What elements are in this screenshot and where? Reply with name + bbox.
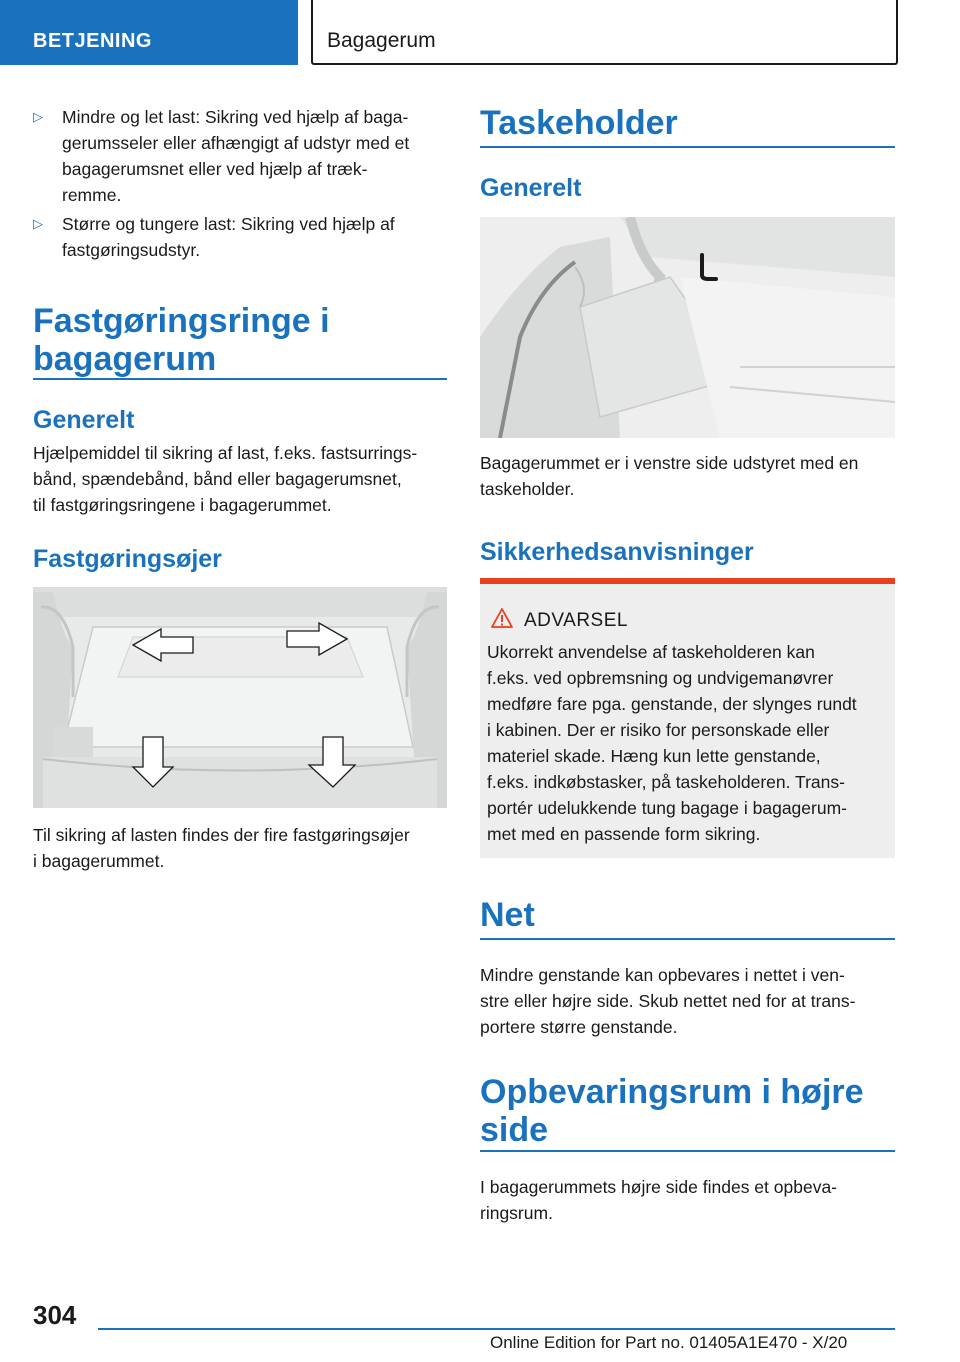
bullet-line: Større og tungere last: Sikring ved hjælp af (62, 214, 395, 234)
triangle-bullet-icon: ▷ (33, 109, 43, 124)
page-number: 304 (33, 1300, 77, 1330)
heading-line: bagagerum (33, 340, 217, 378)
bullet-line: fastgøringsudstyr. (62, 240, 201, 260)
text-line: stre eller højre side. Skub nettet ned for at trans- (480, 991, 856, 1011)
heading-rule (480, 1150, 895, 1152)
text-line: i kabinen. Der er risiko for personskade eller (487, 720, 830, 740)
text-line: met med en passende form sikring. (487, 824, 761, 844)
text-line: bånd, spændebånd, bånd eller bagagerumsnet, (33, 469, 402, 489)
text-line: Hjælpemiddel til sikring af last, f.eks. fastsurrings- (33, 443, 418, 463)
text-line: portér udelukkende tung bagage i bagagerum- (487, 798, 847, 818)
heading-generelt-right: Generelt (480, 174, 582, 202)
topic-tab (311, 0, 898, 65)
bullet-line: gerumsseler eller afhængigt af udstyr med et (62, 133, 410, 153)
section-tab (0, 0, 298, 65)
heading-fastgoringsojer: Fastgøringsøjer (33, 545, 222, 573)
text-line: taskeholder. (480, 479, 575, 499)
text-line: f.eks. indkøbstasker, på taskeholderen. Trans- (487, 772, 845, 792)
heading-generelt: Generelt (33, 406, 135, 434)
section-title: BETJENING (33, 30, 152, 52)
bullet-line: remme. (62, 185, 122, 205)
triangle-bullet-icon: ▷ (33, 216, 43, 231)
text-line: Til sikring af lasten findes der fire fastgøringsøjer (33, 825, 410, 845)
text-line: medføre fare pga. genstande, der slynges rundt (487, 694, 857, 714)
trunk-side-drawing (480, 217, 895, 438)
warning-text (487, 639, 889, 847)
heading-rule (480, 146, 895, 148)
ojer-text (33, 822, 447, 874)
taskeholder-text (480, 450, 895, 502)
bag-hook-illustration (480, 217, 895, 438)
warning-title: ADVARSEL (524, 610, 628, 631)
text-line: ringsrum. (480, 1203, 553, 1223)
heading-taskeholder: Taskeholder (480, 104, 678, 142)
heading-fastgoringsringe (33, 302, 330, 378)
heading-sikkerhed: Sikkerhedsanvisninger (480, 538, 754, 566)
heading-opbevaringsrum (480, 1073, 864, 1149)
bullet-line: bagagerumsnet eller ved hjælp af træk- (62, 159, 368, 179)
text-line: materiel skade. Hæng kun lette genstande, (487, 746, 821, 766)
text-line: I bagagerummets højre side findes et opbeva- (480, 1177, 837, 1197)
bullet-line: Mindre og let last: Sikring ved hjælp af baga- (62, 107, 409, 127)
text-line: i bagagerummet. (33, 851, 165, 871)
bullet-item (33, 104, 447, 208)
text-line: Mindre genstande kan opbevares i nettet i ven- (480, 965, 845, 985)
text-line: f.eks. ved opbremsning og undvigemanøvrer (487, 668, 834, 688)
heading-line: Opbevaringsrum i højre (480, 1073, 864, 1111)
text-line: Bagagerummet er i venstre side udstyret med en (480, 453, 859, 473)
heading-line: Fastgøringsringe i (33, 302, 330, 340)
trunk-floor-drawing (33, 587, 447, 808)
trunk-eyelets-illustration (33, 587, 447, 808)
topic-title: Bagagerum (327, 29, 436, 52)
heading-line: side (480, 1111, 549, 1149)
opbevaring-text (480, 1174, 895, 1226)
warning-triangle-icon (491, 608, 513, 628)
heading-net: Net (480, 896, 535, 934)
text-line: til fastgøringsringene i bagagerummet. (33, 495, 332, 515)
text-line: Ukorrekt anvendelse af taskeholderen kan (487, 642, 815, 662)
text-line: portere større genstande. (480, 1017, 678, 1037)
generelt-text (33, 440, 447, 518)
net-text (480, 962, 895, 1040)
bullet-item (33, 211, 447, 263)
warning-box (480, 578, 895, 858)
heading-rule (480, 938, 895, 940)
footer-edition: Online Edition for Part no. 01405A1E470 - X/20 (490, 1333, 848, 1352)
footer-rule (98, 1328, 895, 1330)
heading-rule (33, 378, 447, 380)
